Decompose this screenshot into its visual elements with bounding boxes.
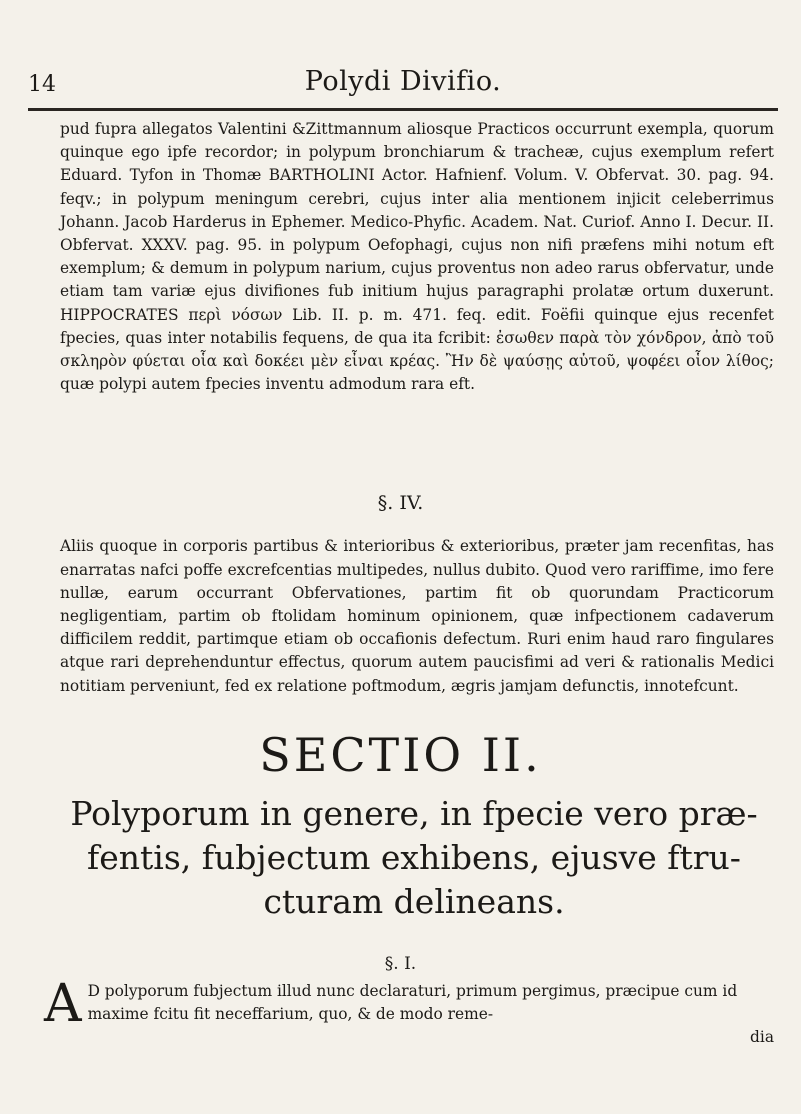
heading-line: Polyporum in genere, in fpecie vero præ- [70,794,758,833]
header-rule [28,108,778,111]
page-header [28,66,778,106]
paragraph-text: Aliis quoque in corporis partibus & interioribus & exterioribus, præter jam recenfitas, has enarratas nafci poffe excrefcentias multipedes, nullus dubito. Quod vero rariffime, imo fere nullæ, earum occurrant Obfervationes, partim fit ob quorundam Practicorum negligentiam, partim ob ftolidam hominum opinionem, quæ infpectionem cadaverum difficilem reddit, partimque etiam ob occafionis defectum. Ruri enim haud raro fingulares atque rari deprehenduntur effectus, quorum autem paucisfimi ad veri & rationalis Medici notitiam perveniunt, fed ex relatione poftmodum, ægris jamjam defunctis, innotefcunt. [60,537,774,695]
page-number: 14 [28,72,56,97]
section-heading [44,792,784,924]
section-mark: §. IV. [377,492,424,514]
catchword: dia [750,1028,774,1046]
running-title: Polydi Divifio. [304,66,502,97]
paragraph-text: pud fupra allegatos Valentini &Zittmannum aliosque Practicos occurrunt exempla, quorum quinque ego ipfe recordor; in polypum bronchiarum & tracheæ, cujus exemplum refert Eduard. Tyfon in Thomæ BARTHOLINI Actor. Hafnienf. Volum. V. Obfervat. 30. pag. 94. feqv.; in polypum meningum cerebri, cujus inter alia mentionem injicit celeberrimus Johann. Jacob Harderus in Ephemer. Medico-Phyfic. Academ. Nat. Curiof. Anno I. Decur. II. Obfervat. XXXV. pag. 95. in polypum Oefophagi, cujus non nifi præfens mihi notum eft exemplum; & demum in polypum narium, cujus proventus non adeo rarus obfervatur, unde etiam tam variæ ejus divifiones fub initium hujus paragraphi prolatæ ortum duxerunt. HIPPOCRATES περὶ νόσων Lib. II. p. m. 471. feq. edit. Foëfii quinque ejus recenfet fpecies, quas inter notabilis fequens, de qua ita fcribit: ἐσωθεν παρὰ τὸν χόνδρον, ἀπὸ τοῦ σκληρὸν φύεται οἷα καὶ δοκέει μὲν εἶναι κρέας. Ἢν δὲ ψαύσῃς αὐτοῦ, ψοφέει οἷον λίθος; quæ polypi autem fpecies inventu admodum rara eft. [60,120,774,394]
paragraph-section-i [44,974,774,1049]
heading-line: cturam delineans. [263,882,565,921]
paragraph-continuation [60,118,774,396]
drop-capital: A [44,974,82,1034]
heading-line: fentis, fubjectum exhibens, ejusve ftru- [87,838,741,877]
paragraph-section-iv [60,520,774,713]
section-mark: §. I. [384,954,417,974]
paragraph-text: D polyporum fubjectum illud nunc declaraturi, primum pergimus, præcipue cum id maxime fcitu fit neceffarium, quo, & de modo reme- [87,982,738,1023]
sectio-title: SECTIO II. [259,728,542,782]
